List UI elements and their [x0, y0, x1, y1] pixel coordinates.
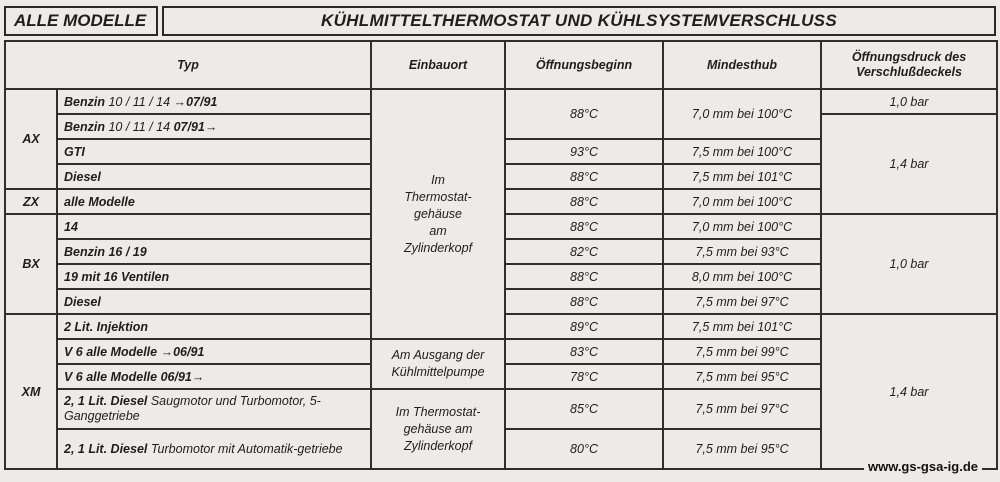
type-cell: [57, 339, 371, 364]
hub-cell: 7,5 mm bei 95°C: [663, 364, 821, 389]
type-bold: Benzin: [64, 119, 105, 134]
group-ax: AX: [5, 89, 57, 189]
header-row: [5, 41, 997, 89]
type-cell: Diesel: [57, 164, 371, 189]
header-oeffnungsbeginn: Öffnungsbeginn: [505, 41, 663, 89]
type-bold: 06/91: [173, 344, 205, 359]
temp-cell: 88°C: [505, 264, 663, 289]
hub-cell: 7,5 mm bei 97°C: [663, 289, 821, 314]
thermostat-table: [4, 40, 998, 470]
type-bold: 2, 1 Lit. Diesel: [64, 394, 148, 408]
temp-cell: 89°C: [505, 314, 663, 339]
type-cell: 14: [57, 214, 371, 239]
type-cell: Diesel: [57, 289, 371, 314]
watermark: www.gs-gsa-ig.de: [864, 459, 982, 474]
hub-cell: 8,0 mm bei 100°C: [663, 264, 821, 289]
einbauort-line: gehäuse am: [403, 421, 473, 436]
table-row: [5, 89, 997, 114]
einbauort-line: Zylinderkopf: [403, 240, 473, 255]
header-druck-line2: Verschlußdeckels: [856, 65, 962, 79]
type-bold: 07/91: [186, 94, 218, 109]
type-bold: Benzin: [64, 94, 105, 109]
type-cell: [57, 389, 371, 429]
hub-cell: 7,5 mm bei 99°C: [663, 339, 821, 364]
hub-cell: 7,0 mm bei 100°C: [663, 89, 821, 139]
type-cell: [57, 114, 371, 139]
type-cell: [57, 364, 371, 389]
temp-cell: 85°C: [505, 389, 663, 429]
druck-cell: 1,0 bar: [821, 214, 997, 314]
einbauort-cell: [371, 89, 505, 339]
type-bold: 07/91→: [173, 119, 218, 134]
header-einbauort: Einbauort: [371, 41, 505, 89]
hub-cell: 7,5 mm bei 101°C: [663, 314, 821, 339]
hub-cell: 7,0 mm bei 100°C: [663, 189, 821, 214]
type-normal: Saugmotor und Turbomotor, 5-Ganggetriebe: [64, 394, 321, 423]
type-cell: [57, 429, 371, 469]
group-bx: BX: [5, 214, 57, 314]
temp-cell: 83°C: [505, 339, 663, 364]
header-typ: Typ: [5, 41, 371, 89]
einbauort-line: Thermostat-: [404, 189, 472, 204]
type-cell: [57, 89, 371, 114]
druck-cell: 1,0 bar: [821, 89, 997, 114]
temp-cell: 82°C: [505, 239, 663, 264]
hub-cell: 7,5 mm bei 95°C: [663, 429, 821, 469]
einbauort-line: am: [429, 223, 447, 238]
type-normal: Turbomotor mit Automatik-getriebe: [147, 441, 343, 456]
title-right: KÜHLMITTELTHERMOSTAT UND KÜHLSYSTEMVERSCHLUSS: [162, 6, 996, 36]
type-normal: 10 / 11 / 14 →: [104, 94, 187, 109]
temp-cell: 88°C: [505, 189, 663, 214]
hub-cell: 7,0 mm bei 100°C: [663, 214, 821, 239]
einbauort-cell: [371, 389, 505, 469]
temp-cell: 78°C: [505, 364, 663, 389]
temp-cell: 88°C: [505, 289, 663, 314]
hub-cell: 7,5 mm bei 93°C: [663, 239, 821, 264]
hub-cell: 7,5 mm bei 100°C: [663, 139, 821, 164]
druck-cell: 1,4 bar: [821, 114, 997, 214]
einbauort-line: Im Thermostat-: [395, 404, 481, 419]
type-normal: →: [157, 344, 174, 359]
temp-cell: 88°C: [505, 164, 663, 189]
einbauort-line: gehäuse: [414, 206, 462, 221]
type-cell: alle Modelle: [57, 189, 371, 214]
hub-cell: 7,5 mm bei 97°C: [663, 389, 821, 429]
einbauort-line: Am Ausgang der: [391, 348, 485, 362]
temp-cell: 88°C: [505, 214, 663, 239]
einbauort-line: Kühlmittelpumpe: [391, 365, 485, 379]
document-sheet: [4, 6, 996, 476]
einbauort-cell: [371, 339, 505, 389]
type-cell: 19 mit 16 Ventilen: [57, 264, 371, 289]
header-mindesthub: Mindesthub: [663, 41, 821, 89]
title-bar: [4, 6, 996, 38]
einbauort-line: Im: [431, 172, 445, 187]
druck-cell: 1,4 bar: [821, 314, 997, 469]
group-xm: XM: [5, 314, 57, 469]
type-bold: 2, 1 Lit. Diesel: [64, 441, 148, 456]
temp-cell: 80°C: [505, 429, 663, 469]
temp-cell: 93°C: [505, 139, 663, 164]
header-druck-line1: Öffnungsdruck des: [851, 50, 967, 64]
type-bold: V 6 alle Modelle: [64, 369, 158, 384]
type-cell: Benzin 16 / 19: [57, 239, 371, 264]
hub-cell: 7,5 mm bei 101°C: [663, 164, 821, 189]
type-bold: 06/91→: [157, 369, 205, 384]
type-normal: 10 / 11 / 14: [104, 119, 174, 134]
temp-cell: 88°C: [505, 89, 663, 139]
type-cell: GTI: [57, 139, 371, 164]
type-bold: V 6 alle Modelle: [64, 344, 158, 359]
type-cell: 2 Lit. Injektion: [57, 314, 371, 339]
group-zx: ZX: [5, 189, 57, 214]
header-oeffnungsdruck: [821, 41, 997, 89]
einbauort-line: Zylinderkopf: [403, 438, 473, 453]
title-left: ALLE MODELLE: [4, 6, 158, 36]
